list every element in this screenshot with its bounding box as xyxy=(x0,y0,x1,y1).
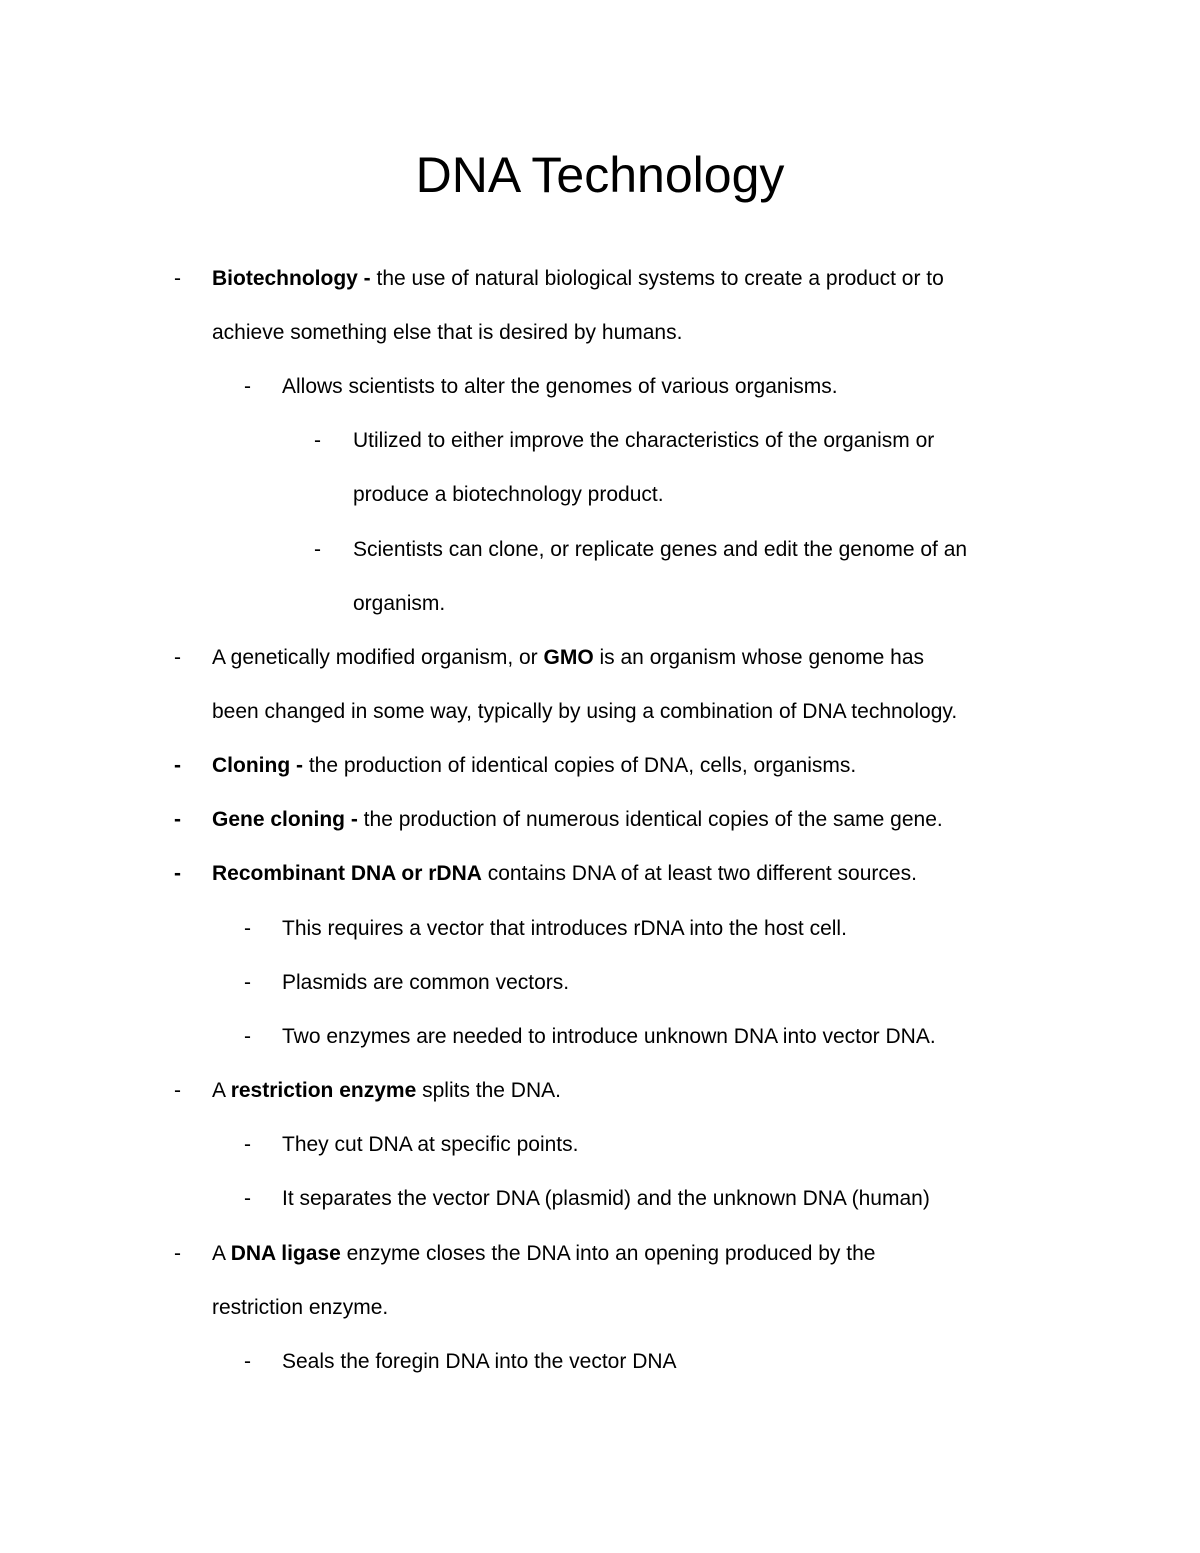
gmo-post: is an organism whose genome has xyxy=(593,646,925,669)
bullet-dash: - xyxy=(174,1079,181,1102)
cloning-text: the production of identical copies of DNA, cells, organisms. xyxy=(302,754,857,777)
rdna-text: contains DNA of at least two different sources. xyxy=(481,862,917,885)
bullet-dash: - xyxy=(174,862,181,885)
gene-cloning-text: the production of numerous identical copies of the same gene. xyxy=(357,808,943,831)
ligase-line-2: restriction enzyme. xyxy=(212,1296,389,1319)
bullet-dash: - xyxy=(244,375,251,398)
clone-line-1: Scientists can clone, or replicate genes and edit the genome of an xyxy=(353,538,968,561)
bullet-dash: - xyxy=(244,1187,251,1210)
ligase-term: DNA ligase xyxy=(230,1242,341,1265)
bullet-dash: - xyxy=(174,1242,181,1265)
seals-line: Seals the foregin DNA into the vector DNA xyxy=(282,1350,677,1373)
gmo-line-1 xyxy=(212,644,924,672)
restriction-line xyxy=(212,1077,561,1105)
gmo-pre: A genetically modified organism, or xyxy=(212,646,544,669)
bullet-dash: - xyxy=(244,1133,251,1156)
bullet-dash: - xyxy=(314,538,321,561)
biotech-text: the use of natural biological systems to create a product or to xyxy=(370,267,944,290)
biotech-term: Biotechnology - xyxy=(212,267,371,290)
allows-line: Allows scientists to alter the genomes of various organisms. xyxy=(282,375,838,398)
restriction-term: restriction enzyme xyxy=(230,1079,417,1102)
biotech-line-2: achieve something else that is desired by humans. xyxy=(212,321,683,344)
ligase-post: enzyme closes the DNA into an opening produced by the xyxy=(340,1242,876,1265)
rdna-line xyxy=(212,860,917,888)
bullet-dash: - xyxy=(314,429,321,452)
ligase-line-1 xyxy=(212,1240,875,1268)
bullet-dash: - xyxy=(244,1350,251,1373)
cut-line: They cut DNA at specific points. xyxy=(282,1133,579,1156)
separates-line: It separates the vector DNA (plasmid) and the unknown DNA (human) xyxy=(282,1187,930,1210)
bullet-dash: - xyxy=(174,646,181,669)
plasmids-line: Plasmids are common vectors. xyxy=(282,971,570,994)
restriction-pre: A xyxy=(212,1079,231,1102)
ligase-pre: A xyxy=(212,1242,231,1265)
clone-line-2: organism. xyxy=(353,592,446,615)
cloning-line xyxy=(212,752,856,780)
restriction-post: splits the DNA. xyxy=(416,1079,561,1102)
bullet-dash: - xyxy=(174,808,181,831)
utilized-line-1: Utilized to either improve the characteristics of the organism or xyxy=(353,429,935,452)
gmo-line-2: been changed in some way, typically by using a combination of DNA technology. xyxy=(212,700,958,723)
bullet-dash: - xyxy=(244,971,251,994)
gene-cloning-line xyxy=(212,806,943,834)
cloning-term: Cloning - xyxy=(212,754,303,777)
bullet-dash: - xyxy=(244,917,251,940)
rdna-term: Recombinant DNA or rDNA xyxy=(212,862,482,885)
gene-cloning-term: Gene cloning - xyxy=(212,808,358,831)
biotech-line-1 xyxy=(212,265,944,293)
gmo-term: GMO xyxy=(543,646,594,669)
bullet-dash: - xyxy=(174,267,181,290)
bullet-dash: - xyxy=(244,1025,251,1048)
vector-line: This requires a vector that introduces rDNA into the host cell. xyxy=(282,917,847,940)
document-title: DNA Technology xyxy=(415,147,785,203)
utilized-line-2: produce a biotechnology product. xyxy=(353,483,664,506)
bullet-dash: - xyxy=(174,754,181,777)
two-enzymes-line: Two enzymes are needed to introduce unknown DNA into vector DNA. xyxy=(282,1025,936,1048)
